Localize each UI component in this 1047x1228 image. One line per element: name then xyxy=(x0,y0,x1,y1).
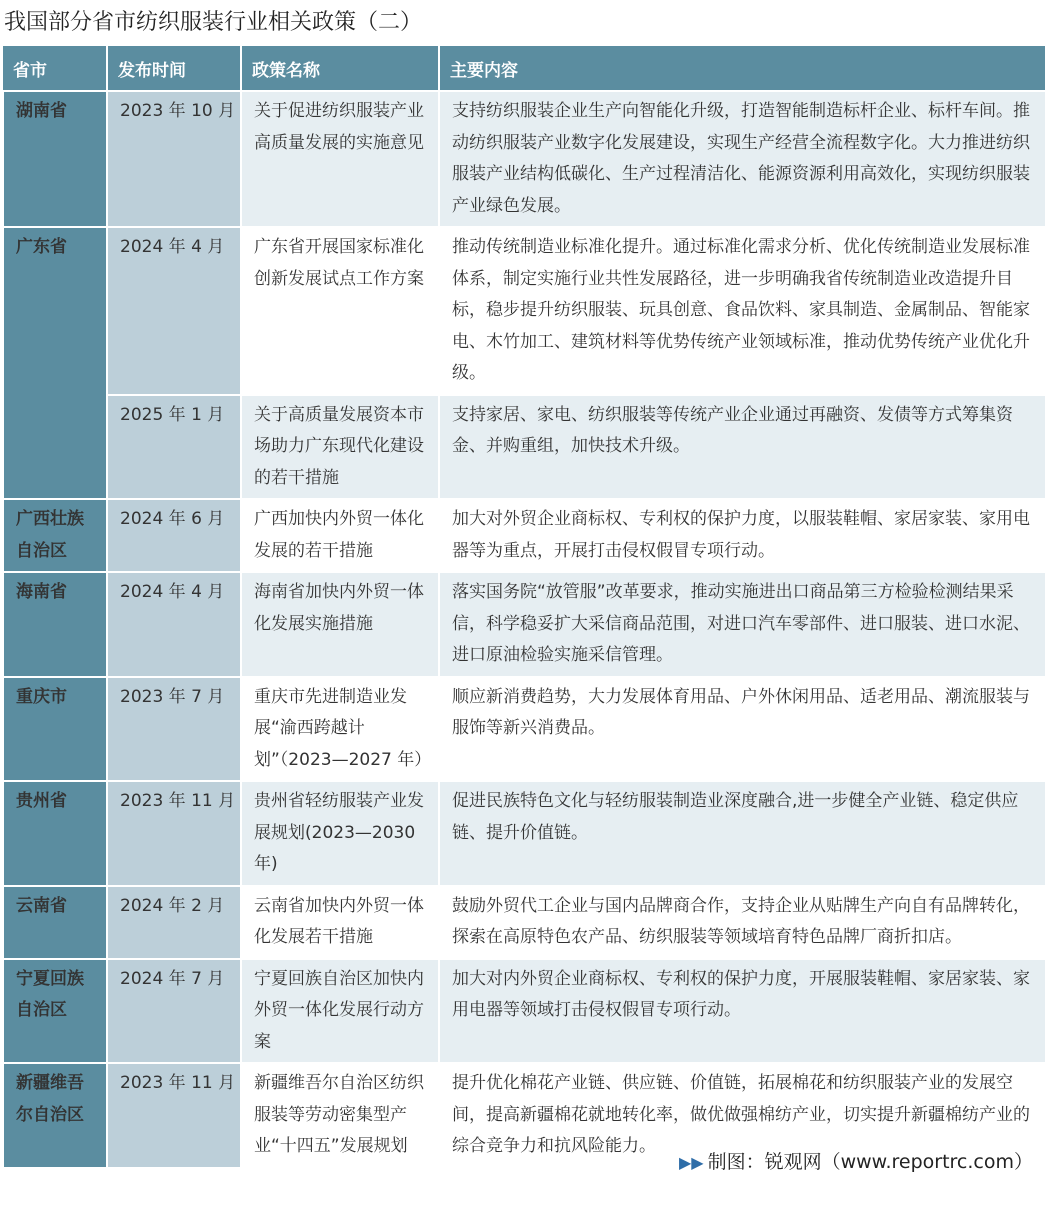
source-credit-text: 制图：锐观网（www.reportrc.com） xyxy=(707,1151,1033,1173)
policy-name-cell: 新疆维吾尔自治区纺织服装等劳动密集型产业“十四五”发展规划 xyxy=(241,1063,439,1168)
date-cell: 2024 年 6 月 xyxy=(107,499,241,572)
date-cell: 2023 年 7 月 xyxy=(107,677,241,782)
header-province: 省市 xyxy=(3,46,107,91)
table-row xyxy=(3,781,1046,886)
content-cell: 加大对内外贸企业商标权、专利权的保护力度，开展服装鞋帽、家居家装、家用电器等领域打击侵权假冒专项行动。 xyxy=(439,959,1046,1064)
policy-name-cell: 关于高质量发展资本市场助力广东现代化建设的若干措施 xyxy=(241,395,439,500)
policy-table xyxy=(2,46,1047,1169)
table-row xyxy=(3,91,1046,227)
content-cell: 加大对外贸企业商标权、专利权的保护力度，以服装鞋帽、家居家装、家用电器等为重点，开展打击侵权假冒专项行动。 xyxy=(439,499,1046,572)
province-cell: 广西壮族自治区 xyxy=(3,499,107,572)
table-row xyxy=(3,499,1046,572)
source-credit xyxy=(679,1146,1033,1178)
table-row xyxy=(3,959,1046,1064)
province-cell: 云南省 xyxy=(3,886,107,959)
table-row xyxy=(3,886,1046,959)
date-cell: 2023 年 10 月 xyxy=(107,91,241,227)
content-cell: 推动传统制造业标准化提升。通过标准化需求分析、优化传统制造业发展标准体系，制定实施行业共性发展路径，进一步明确我省传统制造业改造提升目标，稳步提升纺织服装、玩具创意、食品饮料、家具制造、金属制品、智能家电、木竹加工、建筑材料等优势传统产业领域标准，推动优势传统产业优化升级。 xyxy=(439,227,1046,395)
province-cell: 宁夏回族自治区 xyxy=(3,959,107,1064)
content-cell: 促进民族特色文化与轻纺服装制造业深度融合,进一步健全产业链、稳定供应链、提升价值链。 xyxy=(439,781,1046,886)
date-cell: 2023 年 11 月 xyxy=(107,781,241,886)
play-arrows-icon: ▶▶ xyxy=(678,1153,704,1172)
content-cell: 提升优化棉花产业链、供应链、价值链，拓展棉花和纺织服装产业的发展空间，提高新疆棉花就地转化率，做优做强棉纺产业，切实提升新疆棉纺产业的综合竞争力和抗风险能力。 xyxy=(439,1063,1046,1168)
header-policy-name: 政策名称 xyxy=(241,46,439,91)
date-cell: 2025 年 1 月 xyxy=(107,395,241,500)
header-date: 发布时间 xyxy=(107,46,241,91)
table-row xyxy=(3,395,1046,500)
header-content: 主要内容 xyxy=(439,46,1046,91)
province-cell: 新疆维吾尔自治区 xyxy=(3,1063,107,1168)
table-row xyxy=(3,677,1046,782)
date-cell: 2023 年 11 月 xyxy=(107,1063,241,1168)
policy-name-cell: 宁夏回族自治区加快内外贸一体化发展行动方案 xyxy=(241,959,439,1064)
table-header-row xyxy=(3,46,1046,91)
policy-name-cell: 广西加快内外贸一体化发展的若干措施 xyxy=(241,499,439,572)
policy-name-cell: 海南省加快内外贸一体化发展实施措施 xyxy=(241,572,439,677)
content-cell: 顺应新消费趋势，大力发展体育用品、户外休闲用品、适老用品、潮流服装与服饰等新兴消费品。 xyxy=(439,677,1046,782)
table-row xyxy=(3,227,1046,395)
policy-name-cell: 广东省开展国家标准化创新发展试点工作方案 xyxy=(241,227,439,395)
page-title: 我国部分省市纺织服装行业相关政策（二） xyxy=(4,10,423,35)
policy-name-cell: 关于促进纺织服装产业高质量发展的实施意见 xyxy=(241,91,439,227)
content-cell: 鼓励外贸代工企业与国内品牌商合作，支持企业从贴牌生产向自有品牌转化，探索在高原特色农产品、纺织服装等领域培育特色品牌厂商折扣店。 xyxy=(439,886,1046,959)
province-cell: 湖南省 xyxy=(3,91,107,227)
policy-name-cell: 云南省加快内外贸一体化发展若干措施 xyxy=(241,886,439,959)
policy-name-cell: 重庆市先进制造业发展“渝西跨越计划”（2023—2027 年） xyxy=(241,677,439,782)
date-cell: 2024 年 4 月 xyxy=(107,572,241,677)
date-cell: 2024 年 2 月 xyxy=(107,886,241,959)
content-cell: 落实国务院“放管服”改革要求，推动实施进出口商品第三方检验检测结果采信，科学稳妥扩大采信商品范围，对进口汽车零部件、进口服装、进口水泥、进口原油检验实施采信管理。 xyxy=(439,572,1046,677)
date-cell: 2024 年 7 月 xyxy=(107,959,241,1064)
province-cell: 贵州省 xyxy=(3,781,107,886)
content-cell: 支持家居、家电、纺织服装等传统产业企业通过再融资、发债等方式筹集资金、并购重组，加快技术升级。 xyxy=(439,395,1046,500)
content-cell: 支持纺织服装企业生产向智能化升级，打造智能制造标杆企业、标杆车间。推动纺织服装产业数字化发展建设，实现生产经营全流程数字化。大力推进纺织服装产业结构低碳化、生产过程清洁化、能源资源利用高效化，实现纺织服装产业绿色发展。 xyxy=(439,91,1046,227)
province-cell: 广东省 xyxy=(3,227,107,499)
province-cell: 重庆市 xyxy=(3,677,107,782)
province-cell: 海南省 xyxy=(3,572,107,677)
table-row xyxy=(3,572,1046,677)
policy-name-cell: 贵州省轻纺服装产业发展规划(2023—2030年) xyxy=(241,781,439,886)
date-cell: 2024 年 4 月 xyxy=(107,227,241,395)
